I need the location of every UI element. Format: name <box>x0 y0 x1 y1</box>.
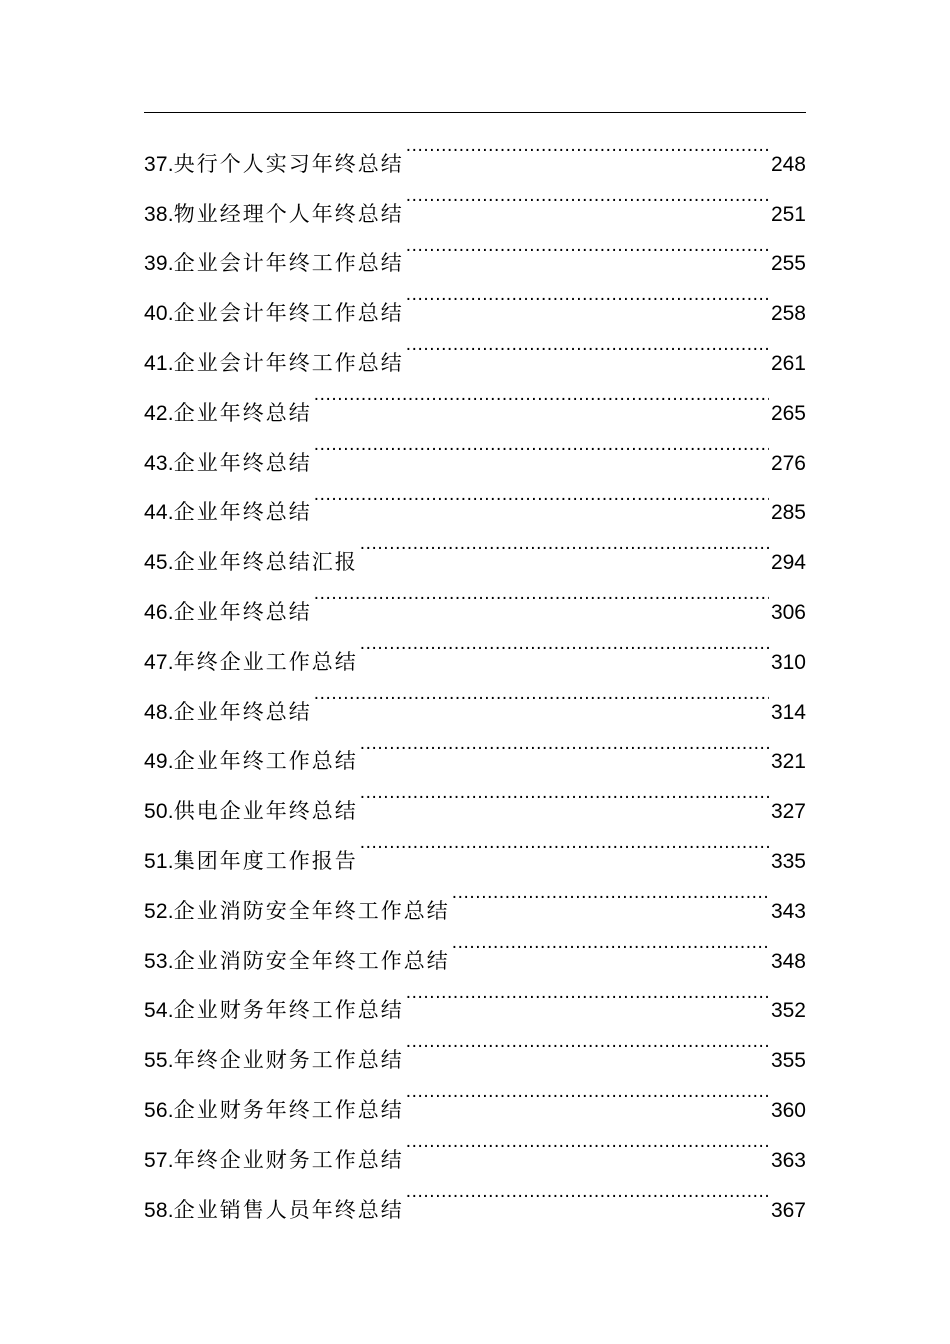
toc-entry-page: 335 <box>770 849 806 873</box>
toc-entry-title: 企业财务年终工作总结 <box>173 1097 404 1122</box>
toc-entry-page: 306 <box>770 600 806 624</box>
dot-leader <box>450 868 769 918</box>
toc-entry-title: 企业年终总结 <box>173 450 312 475</box>
toc-entry-number: 54. <box>144 999 174 1023</box>
dot-leader <box>404 968 769 1018</box>
toc-entry-title: 企业年终总结 <box>173 400 312 425</box>
toc-entry-number: 53. <box>144 949 174 973</box>
toc-entry-title: 企业年终总结 <box>173 500 312 525</box>
toc-entry-title: 企业消防安全年终工作总结 <box>173 948 450 973</box>
dot-leader <box>404 221 769 271</box>
toc-entry-page: 314 <box>770 700 806 724</box>
toc-entry[interactable] <box>144 121 806 176</box>
toc-entry-page: 321 <box>770 750 806 774</box>
dot-leader <box>404 171 769 221</box>
toc-entry-page: 348 <box>770 949 806 973</box>
dot-leader <box>312 569 769 619</box>
dot-leader <box>312 669 769 719</box>
toc-entry-title: 供电企业年终总结 <box>173 799 358 824</box>
toc-entry-page: 261 <box>770 351 806 375</box>
toc-entry-title: 企业财务年终工作总结 <box>173 998 404 1023</box>
dot-leader <box>450 918 769 968</box>
toc-entry-title: 物业经理个人年终总结 <box>173 201 404 226</box>
toc-entry-number: 44. <box>144 501 174 525</box>
toc-entry-page: 327 <box>770 800 806 824</box>
dot-leader <box>358 519 769 569</box>
toc-entry-page: 294 <box>770 551 806 575</box>
toc-entry-number: 42. <box>144 401 174 425</box>
toc-entry-page: 265 <box>770 401 806 425</box>
dot-leader <box>358 619 769 669</box>
toc-entry-page: 276 <box>770 451 806 475</box>
dot-leader <box>358 818 769 868</box>
dot-leader <box>404 1067 769 1117</box>
toc-entry-number: 51. <box>144 849 174 873</box>
toc-entry-number: 38. <box>144 202 174 226</box>
toc-entry-title: 年终企业财务工作总结 <box>173 1048 404 1073</box>
toc-entry-number: 55. <box>144 1049 174 1073</box>
toc-entry-page: 248 <box>770 152 806 176</box>
toc-entry-title: 企业年终总结汇报 <box>173 550 358 575</box>
dot-leader <box>404 1167 769 1217</box>
toc-entry-number: 41. <box>144 351 174 375</box>
toc-entry-page: 255 <box>770 252 806 276</box>
toc-entry-title: 企业会计年终工作总结 <box>173 301 404 326</box>
toc-entry-page: 355 <box>770 1049 806 1073</box>
toc-entry-page: 352 <box>770 999 806 1023</box>
dot-leader <box>404 1117 769 1167</box>
toc-entry-title: 企业年终总结 <box>173 599 312 624</box>
toc-entry-page: 367 <box>770 1198 806 1222</box>
toc-entry-title: 企业年终工作总结 <box>173 749 358 774</box>
toc-entry-title: 集团年度工作报告 <box>173 848 358 873</box>
dot-leader <box>404 320 769 370</box>
toc-entry-page: 310 <box>770 650 806 674</box>
toc-entry-number: 57. <box>144 1148 174 1172</box>
toc-entry-title: 企业会计年终工作总结 <box>173 251 404 276</box>
dot-leader <box>404 121 769 171</box>
toc-entry-title: 企业消防安全年终工作总结 <box>173 898 450 923</box>
dot-leader <box>312 420 769 470</box>
toc-entry-number: 43. <box>144 451 174 475</box>
toc-entry-title: 年终企业工作总结 <box>173 649 358 674</box>
toc-entry-title: 企业年终总结 <box>173 699 312 724</box>
dot-leader <box>358 768 769 818</box>
toc-entry-number: 39. <box>144 252 174 276</box>
dot-leader <box>404 1017 769 1067</box>
dot-leader <box>312 370 769 420</box>
toc-entry-number: 45. <box>144 551 174 575</box>
toc-entry-title: 企业销售人员年终总结 <box>173 1197 404 1222</box>
toc-entry-number: 40. <box>144 302 174 326</box>
toc-entry-number: 58. <box>144 1198 174 1222</box>
toc-entry-page: 343 <box>770 899 806 923</box>
toc-entry-number: 49. <box>144 750 174 774</box>
toc-entry-title: 企业会计年终工作总结 <box>173 350 404 375</box>
toc-entry-page: 285 <box>770 501 806 525</box>
header-rule <box>144 112 806 113</box>
toc-entry-number: 47. <box>144 650 174 674</box>
toc-entry-number: 56. <box>144 1098 174 1122</box>
dot-leader <box>404 270 769 320</box>
toc-entry-number: 52. <box>144 899 174 923</box>
toc-entry-title: 年终企业财务工作总结 <box>173 1147 404 1172</box>
toc-entry-number: 37. <box>144 152 174 176</box>
toc-entry-page: 360 <box>770 1098 806 1122</box>
toc-entry-number: 48. <box>144 700 174 724</box>
dot-leader <box>312 470 769 520</box>
toc-entry-title: 央行个人实习年终总结 <box>173 151 404 176</box>
toc-entry-page: 363 <box>770 1148 806 1172</box>
toc-entry-number: 50. <box>144 800 174 824</box>
dot-leader <box>358 719 769 769</box>
toc-entry-number: 46. <box>144 600 174 624</box>
toc-entry-page: 251 <box>770 202 806 226</box>
toc-entry-page: 258 <box>770 302 806 326</box>
table-of-contents <box>144 121 806 1222</box>
